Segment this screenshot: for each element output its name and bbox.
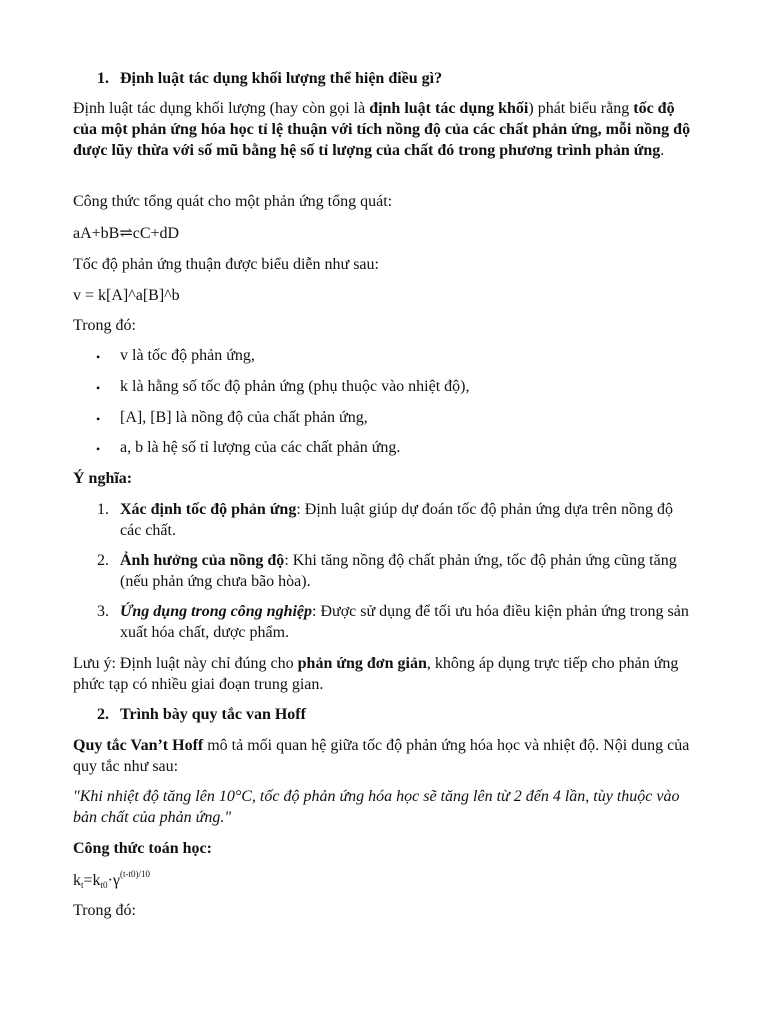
- list-item: [A], [B] là nồng độ của chất phản ứng,: [120, 409, 368, 426]
- list-item: v là tốc độ phản ứng,: [120, 347, 255, 364]
- vanthoff-bold: Quy tắc Van’t Hoff: [73, 737, 204, 754]
- intro-bold-2: tốc độ của một phản ứng hóa học tỉ lệ thuận với tích nồng độ của các chất phản ứng, mỗi nồng độ được lũy thừa với số mũ bằng hệ số tỉ lượng của chất đó trong phương trình phản ứng: [73, 100, 691, 159]
- list-item-text: : Được sử dụng để tối ưu hóa điều kiện phản ứng trong sản xuất hóa chất, dược phẩm.: [120, 603, 689, 641]
- note-bold: phản ứng đơn giản: [297, 655, 427, 672]
- heading-1-text: Định luật tác dụng khối lượng thể hiện điều gì?: [120, 70, 443, 87]
- note-text-1: Lưu ý: Định luật này chỉ đúng cho: [73, 655, 298, 672]
- list-item: [120, 601, 695, 643]
- vanthoff-quote: "Khi nhiệt độ tăng lên 10°C, tốc độ phản ứng hóa học sẽ tăng lên từ 2 đến 4 lần, tùy thuộc vào bản chất của phản ứng.": [73, 788, 680, 826]
- bullet-marker: •: [96, 350, 101, 364]
- list-item-text: : Khi tăng nồng độ chất phản ứng, tốc độ phản ứng cũng tăng (nếu phản ứng chưa bão hòa).: [120, 552, 677, 590]
- bullet-marker: •: [96, 442, 101, 456]
- heading-1-number: 1.: [97, 70, 109, 87]
- list-number: 3.: [97, 603, 109, 620]
- vanthoff-paragraph: [73, 735, 693, 777]
- formula-eq: =k: [83, 872, 101, 889]
- intro-paragraph: [73, 98, 693, 161]
- list-item: [120, 550, 695, 592]
- rate-equation: v = k[A]^a[B]^b: [73, 287, 180, 304]
- formula-k: k: [73, 872, 81, 889]
- bullet-marker: •: [96, 412, 101, 426]
- list-item: k là hằng số tốc độ phản ứng (phụ thuộc vào nhiệt độ),: [120, 378, 470, 395]
- note-text-2: , không áp dụng trực tiếp cho phản ứng phức tạp có nhiều giai đoạn trung gian.: [73, 655, 679, 693]
- note-paragraph: [73, 653, 693, 695]
- list-number: 1.: [97, 501, 109, 518]
- formula-exponent: (t-t0)/10: [119, 869, 150, 879]
- reaction-equation: aA+bB⇌cC+dD: [73, 225, 180, 242]
- where-label-2: Trong đó:: [73, 902, 136, 919]
- meaning-heading: Ý nghĩa:: [73, 470, 133, 487]
- formula-sub-t0: t0: [100, 880, 108, 890]
- general-formula-label: Công thức tổng quát cho một phản ứng tổng quát:: [73, 193, 393, 210]
- formula-gamma: ·γ: [107, 872, 120, 889]
- list-item: [120, 499, 695, 541]
- vanthoff-formula: [73, 870, 693, 891]
- bullet-marker: •: [96, 381, 101, 395]
- list-item-bold: Xác định tốc độ phản ứng: [120, 501, 297, 518]
- intro-bold-1: định luật tác dụng khối: [369, 100, 529, 117]
- list-item-bold: Ảnh hưởng của nồng độ: [120, 552, 285, 569]
- heading-2-number: 2.: [97, 706, 109, 723]
- formula-sub-t: t: [81, 880, 84, 890]
- rate-label: Tốc độ phản ứng thuận được biểu diễn như sau:: [73, 256, 379, 273]
- heading-2-text: Trình bày quy tắc van Hoff: [120, 706, 306, 723]
- vanthoff-text: mô tả mối quan hệ giữa tốc độ phản ứng hóa học và nhiệt độ. Nội dung của quy tắc như sau:: [73, 737, 690, 775]
- intro-end: .: [660, 142, 665, 159]
- intro-text-2: ) phát biểu rằng: [528, 100, 634, 117]
- list-number: 2.: [97, 552, 109, 569]
- list-item-bold: Ứng dụng trong công nghiệp: [120, 603, 313, 620]
- where-label-1: Trong đó:: [73, 317, 136, 334]
- intro-text-1: Định luật tác dụng khối lượng (hay còn gọi là: [73, 100, 370, 117]
- list-item: a, b là hệ số tỉ lượng của các chất phản ứng.: [120, 439, 401, 456]
- list-item-text: : Định luật giúp dự đoán tốc độ phản ứng dựa trên nồng độ các chất.: [120, 501, 673, 539]
- math-heading: Công thức toán học:: [73, 840, 212, 857]
